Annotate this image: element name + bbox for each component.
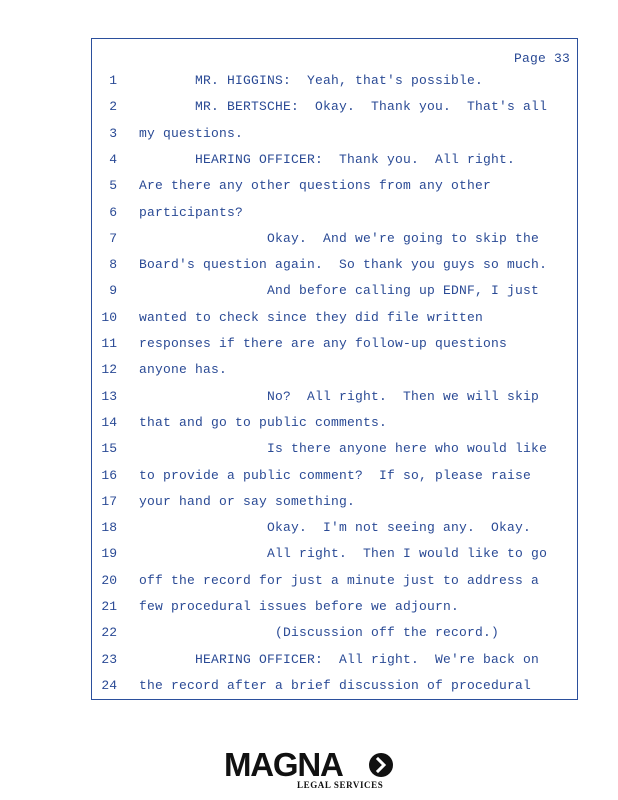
transcript-line — [92, 620, 577, 646]
line-text: All right. Then I would like to go — [139, 546, 548, 562]
line-number: 18 — [101, 520, 117, 536]
line-text: Is there anyone here who would like — [139, 441, 548, 457]
logo-word: MAGNA — [224, 746, 343, 783]
line-number: 8 — [109, 257, 117, 273]
transcript-line — [92, 68, 577, 94]
line-number: 19 — [101, 546, 117, 562]
line-text: off the record for just a minute just to address a — [139, 572, 540, 588]
line-number: 24 — [101, 677, 117, 693]
line-text: few procedural issues before we adjourn. — [139, 599, 460, 614]
page-number: Page 33 — [513, 51, 570, 66]
transcript-line — [92, 489, 577, 515]
line-text: HEARING OFFICER: Thank you. All right. — [139, 151, 516, 167]
line-number: 11 — [101, 336, 117, 351]
line-number: 2 — [109, 99, 117, 115]
line-number: 23 — [101, 651, 117, 667]
line-number: 7 — [109, 230, 117, 246]
transcript-line — [92, 305, 577, 331]
transcript-line — [92, 515, 577, 541]
line-number: 22 — [101, 625, 117, 641]
line-text: responses if there are any follow-up questions — [139, 336, 508, 351]
transcript-page — [91, 38, 578, 700]
transcript-line — [92, 647, 577, 673]
line-text: And before calling up EDNF, I just — [139, 283, 540, 299]
line-text: to provide a public comment? If so, please raise — [139, 467, 532, 483]
line-text: that and go to public comments. — [139, 414, 388, 430]
line-number: 9 — [109, 283, 117, 299]
line-number: 5 — [109, 178, 117, 194]
line-text: (Discussion off the record.) — [139, 625, 500, 641]
line-text: anyone has. — [139, 362, 228, 378]
transcript-line — [92, 147, 577, 173]
line-number: 14 — [101, 414, 117, 430]
transcript-line — [92, 173, 577, 199]
line-text: my questions. — [139, 125, 244, 141]
line-text: No? All right. Then we will skip — [139, 388, 540, 404]
line-number: 20 — [101, 572, 117, 588]
arrow-circle-icon — [369, 753, 393, 777]
transcript-line — [92, 226, 577, 252]
line-text: participants? — [139, 204, 244, 220]
transcript-line — [92, 94, 577, 120]
line-number: 21 — [101, 599, 117, 614]
line-text: HEARING OFFICER: All right. We're back on — [139, 651, 540, 667]
transcript-line — [92, 541, 577, 567]
line-text: MR. HIGGINS: Yeah, that's possible. — [139, 73, 484, 88]
line-text: wanted to check since they did file written — [139, 309, 484, 325]
line-text: MR. BERTSCHE: Okay. Thank you. That's all — [139, 99, 548, 115]
line-number: 15 — [101, 441, 117, 457]
line-number: 17 — [101, 493, 117, 509]
line-text: the record after a brief discussion of procedural — [139, 677, 532, 693]
transcript-line — [92, 278, 577, 304]
line-text: Board's question again. So thank you guys so much. — [139, 257, 548, 273]
transcript-line — [92, 673, 577, 699]
transcript-line — [92, 200, 577, 226]
transcript-line — [92, 568, 577, 594]
line-text: Okay. And we're going to skip the — [139, 230, 540, 246]
transcript-line — [92, 252, 577, 278]
line-number: 6 — [109, 204, 117, 220]
transcript-line — [92, 121, 577, 147]
line-number: 4 — [109, 151, 117, 167]
line-number: 1 — [109, 73, 117, 88]
line-text: your hand or say something. — [139, 493, 356, 509]
line-number: 13 — [101, 388, 117, 404]
magna-logo — [224, 747, 394, 793]
transcript-line — [92, 357, 577, 383]
transcript-line — [92, 410, 577, 436]
line-text: Okay. I'm not seeing any. Okay. — [139, 520, 532, 536]
transcript-line — [92, 594, 577, 620]
transcript-line — [92, 436, 577, 462]
line-number: 16 — [101, 467, 117, 483]
transcript-line — [92, 331, 577, 357]
line-number: 10 — [101, 309, 117, 325]
transcript-line — [92, 384, 577, 410]
line-number: 3 — [109, 125, 117, 141]
logo-subtitle: LEGAL SERVICES — [297, 780, 384, 790]
line-text: Are there any other questions from any other — [139, 178, 492, 194]
transcript-line — [92, 463, 577, 489]
line-number: 12 — [101, 362, 117, 378]
